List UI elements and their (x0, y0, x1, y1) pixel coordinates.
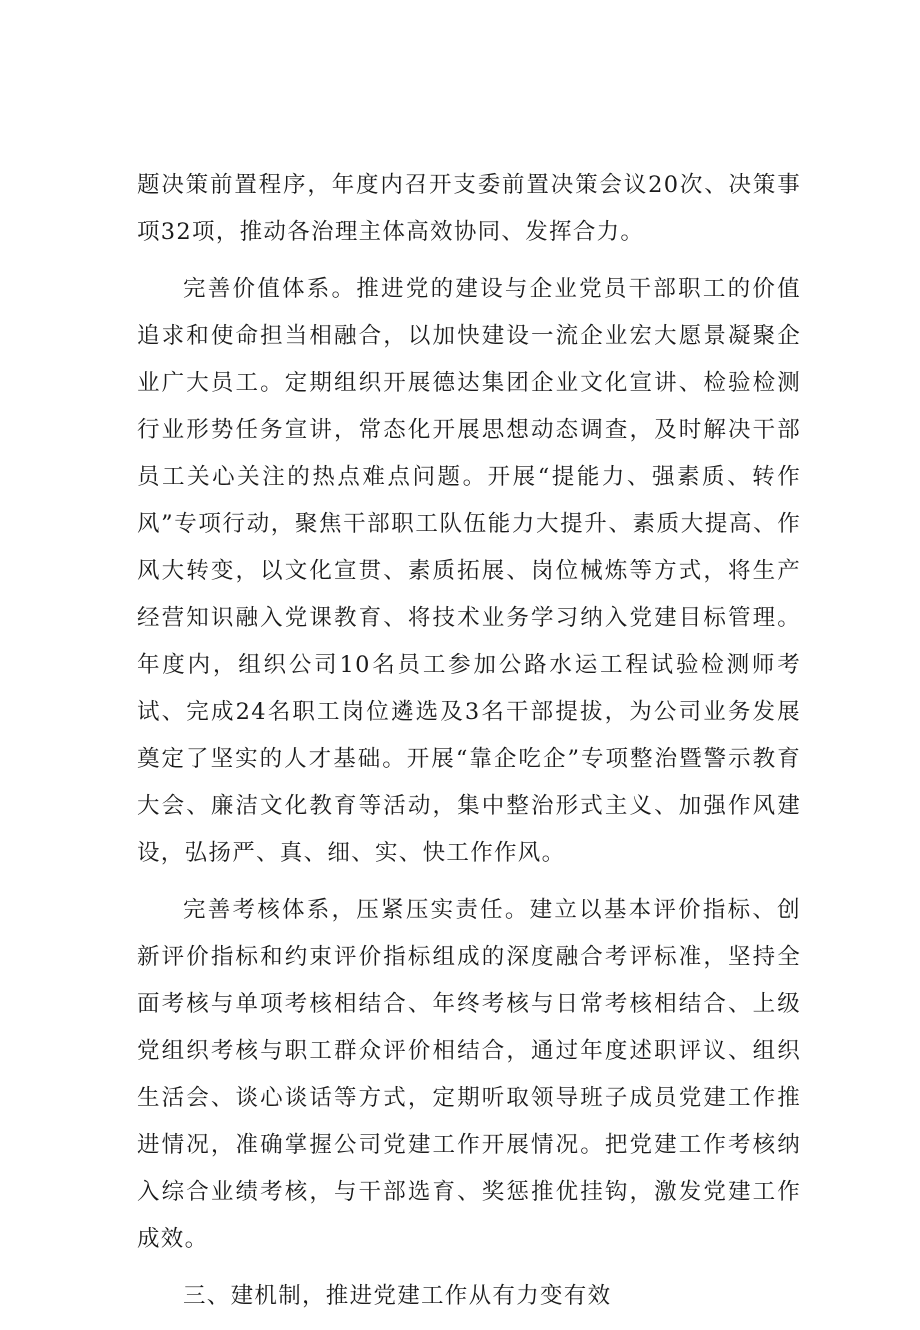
section-heading: 三、建机制，推进党建工作从有力变有效 (183, 1283, 612, 1309)
paragraph-value-system: 完善价值体系。推进党的建设与企业党员干部职工的价值追求和使命担当相融合，以加快建设一流企业宏大愿景凝聚企业广大员工。定期组织开展德达集团企业文化宣讲、检验检测行业形势任务宣讲，常态化开展思想动态调查，及时解决干部员工关心关注的热点难点问题。开展“提能力、强素质、转作风”专项行动，聚焦干部职工队伍能力大提升、素质大提高、作风大转变，以文化宣贯、素质拓展、岗位械炼等方式，将生产经营知识融入党课教育、将技术业务学习纳入党建目标管理。年度内，组织公司10名员工参加公路水运工程试验检测师考试、完成24名职工岗位遴选及3名干部提拔，为公司业务发展奠定了坚实的人才基础。开展“靠企吃企”专项整治暨警示教育大会、廉洁文化教育等活动，集中整治形式主义、加强作风建设，弘扬严、真、细、实、快工作作风。 (137, 276, 801, 866)
document-body (137, 162, 801, 1330)
paragraph-continuation: 题决策前置程序，年度内召开支委前置决策会议20次、决策事项32项，推动各治理主体高效协同、发挥合力。 (137, 172, 801, 245)
paragraph-assessment-system: 完善考核体系，压紧压实责任。建立以基本评价指标、创新评价指标和约束评价指标组成的深度融合考评标准，坚持全面考核与单项考核相结合、年终考核与日常考核相结合、上级党组织考核与职工群众评价相结合，通过年度述职评议、组织生活会、谈心谈话等方式，定期听取领导班子成员党建工作推进情况，准确掌握公司党建工作开展情况。把党建工作考核纳入综合业绩考核，与干部选育、奖惩推优挂钩，激发党建工作成效。 (137, 897, 801, 1252)
